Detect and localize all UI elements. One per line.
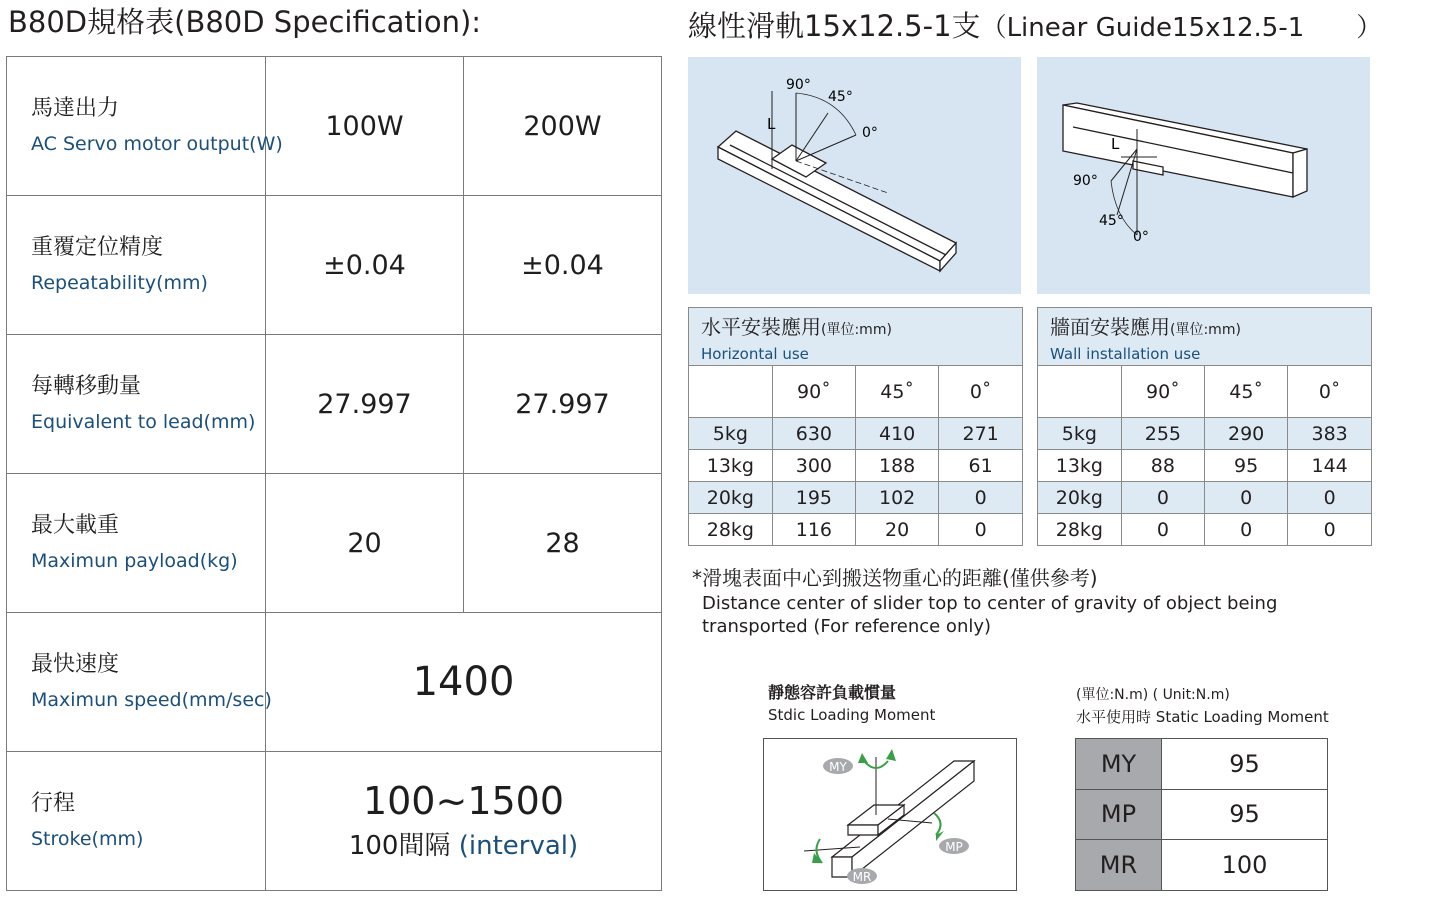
spec-value-100w: 100W <box>266 57 464 196</box>
table-cell: 271 <box>939 418 1022 450</box>
table-row <box>1038 482 1371 514</box>
spec-table <box>6 56 662 891</box>
moment-value-cell: 95 <box>1162 789 1328 840</box>
wall-use-title-en: Wall installation use <box>1050 345 1201 363</box>
wall-use-unit: (單位:mm) <box>1170 322 1241 338</box>
table-row <box>689 514 1022 546</box>
spec-label-zh: 重覆定位精度 <box>31 235 164 260</box>
spec-label-cell <box>7 57 283 196</box>
wall-actuator-drawing <box>1037 57 1370 294</box>
horizontal-use-unit: (單位:mm) <box>821 322 892 338</box>
spec-value-200w: ±0.04 <box>464 196 662 335</box>
distance-l-label: L <box>767 115 776 133</box>
static-unit-line: (單位:N.m) ( Unit:N.m) <box>1076 687 1230 703</box>
table-cell: 0 <box>1121 514 1204 546</box>
load-cell: 28kg <box>1038 514 1121 546</box>
header-cell <box>689 366 772 418</box>
static-loading-caption <box>1076 684 1329 728</box>
spec-label-cell <box>7 474 266 613</box>
table-cell: 630 <box>772 418 855 450</box>
spec-label-zh: 最大載重 <box>31 513 120 538</box>
spec-label-zh: 馬達出力 <box>31 96 120 121</box>
table-cell: 95 <box>1205 450 1288 482</box>
moment-key-cell: MP <box>1076 789 1162 840</box>
angle-90-label: 90° <box>1073 173 1098 189</box>
wall-mount-illustration <box>1037 57 1370 294</box>
header-cell: 0˚ <box>1288 366 1371 418</box>
horizontal-actuator-drawing <box>688 57 1021 294</box>
moment-key-cell: MY <box>1076 739 1162 790</box>
spec-label-en: Repeatability(mm) <box>31 272 208 294</box>
table-cell: 410 <box>856 418 939 450</box>
table-header-row <box>1038 366 1371 418</box>
horizontal-mount-illustration <box>688 57 1021 294</box>
table-row <box>1038 418 1371 450</box>
table-cell: 255 <box>1121 418 1204 450</box>
spec-row-motor-output <box>7 57 662 196</box>
guide-title-zh: 線性滑軌15x12.5-1支 <box>688 9 981 43</box>
spec-value-interval <box>266 829 661 863</box>
mr-label: MR <box>852 870 872 884</box>
spec-label-cell <box>7 196 266 335</box>
moment-title-zh: 靜態容許負載慣量 <box>768 683 897 702</box>
table-cell: 0 <box>1205 514 1288 546</box>
spec-label-en: Stroke(mm) <box>31 828 144 850</box>
spec-label-cell <box>7 613 272 752</box>
angle-45-label: 45° <box>1099 213 1124 229</box>
wall-use-title-zh: 牆面安裝應用 <box>1050 315 1170 339</box>
table-cell: 188 <box>856 450 939 482</box>
table-cell: 0 <box>1121 482 1204 514</box>
table-cell: 290 <box>1205 418 1288 450</box>
moment-diagram <box>763 738 1017 891</box>
table-cell: 61 <box>939 450 1022 482</box>
header-cell <box>1038 366 1121 418</box>
spec-label-zh: 每轉移動量 <box>31 374 142 399</box>
guide-title-en: （Linear Guide15x12.5-1 ） <box>980 13 1383 43</box>
table-row <box>689 450 1022 482</box>
my-label: MY <box>829 760 847 774</box>
angle-45-label: 45° <box>828 89 853 105</box>
table-cell: 116 <box>772 514 855 546</box>
angle-0-label: 0° <box>862 125 878 141</box>
spec-value-200w: 200W <box>464 57 662 196</box>
header-cell: 90˚ <box>772 366 855 418</box>
table-cell: 0 <box>939 482 1022 514</box>
load-cell: 20kg <box>689 482 772 514</box>
spec-value-100w: 27.997 <box>266 335 464 474</box>
wall-use-header <box>1038 308 1371 366</box>
table-cell: 144 <box>1288 450 1371 482</box>
table-cell: 0 <box>1288 482 1371 514</box>
table-cell: 0 <box>1205 482 1288 514</box>
mp-label: MP <box>945 840 963 854</box>
my-badge <box>823 758 853 774</box>
table-cell: 0 <box>974 518 987 541</box>
guide-title <box>688 6 1382 48</box>
table-cell: 102 <box>856 482 939 514</box>
horizontal-use-title-en: Horizontal use <box>701 345 809 363</box>
distance-note <box>692 564 1332 638</box>
note-en: Distance center of slider top to center of gravity of object being transported (For reference only) <box>702 593 1278 637</box>
spec-label-zh: 最快速度 <box>31 652 120 677</box>
table-row <box>1076 840 1328 891</box>
angle-0-label: 0° <box>1133 229 1149 245</box>
angle-90-label: 90° <box>786 77 811 93</box>
table-header-row <box>689 366 1022 418</box>
table-cell: 383 <box>1288 418 1371 450</box>
static-loading-table <box>1075 738 1328 891</box>
horizontal-use-title-zh: 水平安裝應用 <box>701 315 821 339</box>
spec-value-stroke: 100~1500 <box>362 779 565 823</box>
spec-value-200w: 27.997 <box>464 335 662 474</box>
wall-use-table <box>1037 307 1372 546</box>
spec-label-zh: 行程 <box>31 791 76 816</box>
header-cell: 45˚ <box>1205 366 1288 418</box>
spec-value-speed: 1400 <box>266 613 662 752</box>
table-row <box>689 482 1022 514</box>
moment-value-cell: 100 <box>1162 840 1328 891</box>
load-cell: 13kg <box>689 450 772 482</box>
spec-row-lead <box>7 335 662 474</box>
table-row <box>1038 450 1371 482</box>
mp-badge <box>939 838 969 854</box>
load-cell: 20kg <box>1038 482 1121 514</box>
load-cell: 5kg <box>689 418 772 450</box>
table-row <box>689 418 1022 450</box>
spec-row-payload <box>7 474 662 613</box>
header-cell: 0˚ <box>939 366 1022 418</box>
header-cell: 90˚ <box>1121 366 1204 418</box>
moment-title-en: Stdic Loading Moment <box>768 706 936 724</box>
static-title-zh: 水平使用時 <box>1076 708 1152 726</box>
moment-key-cell: MR <box>1076 840 1162 891</box>
load-cell: 28kg <box>689 514 772 546</box>
table-row <box>1038 514 1371 546</box>
spec-row-speed <box>7 613 662 752</box>
load-cell: 5kg <box>1038 418 1121 450</box>
spec-row-repeatability <box>7 196 662 335</box>
load-cell: 13kg <box>1038 450 1121 482</box>
header-cell: 45˚ <box>856 366 939 418</box>
distance-l-label: L <box>1111 135 1120 153</box>
spec-label-en: AC Servo motor output(W) <box>31 133 283 155</box>
horizontal-use-grid <box>689 366 1022 545</box>
table-cell: 20 <box>856 514 939 546</box>
table-cell: 88 <box>1121 450 1204 482</box>
table-row <box>1076 789 1328 840</box>
horizontal-use-table <box>688 307 1023 546</box>
spec-label-en: Maximun speed(mm/sec) <box>31 689 272 711</box>
note-zh: *滑塊表面中心到搬送物重心的距離(僅供參考) <box>692 566 1098 590</box>
table-cell: 0 <box>1323 518 1336 541</box>
spec-label-cell <box>7 752 266 891</box>
interval-en: (interval) <box>458 831 579 861</box>
spec-value-stroke-cell <box>266 752 662 891</box>
spec-label-en: Maximun payload(kg) <box>31 550 238 572</box>
moment-axes-drawing <box>764 739 1016 890</box>
moment-caption <box>768 682 935 726</box>
static-title-en: Static Loading Moment <box>1155 708 1329 726</box>
horizontal-use-header <box>689 308 1022 366</box>
wall-use-grid <box>1038 366 1371 545</box>
spec-label-cell <box>7 335 266 474</box>
spec-row-stroke <box>7 752 662 891</box>
spec-label-en: Equivalent to lead(mm) <box>31 411 256 433</box>
spec-title: B80D規格表(B80D Specification): <box>8 5 482 39</box>
table-row <box>1076 739 1328 790</box>
moment-value-cell: 95 <box>1162 739 1328 790</box>
table-cell: 300 <box>772 450 855 482</box>
spec-value-100w: ±0.04 <box>266 196 464 335</box>
spec-value-100w: 20 <box>266 474 464 613</box>
table-cell: 195 <box>772 482 855 514</box>
mr-badge <box>847 868 877 884</box>
interval-zh: 100間隔 <box>348 831 451 861</box>
spec-value-200w: 28 <box>464 474 662 613</box>
